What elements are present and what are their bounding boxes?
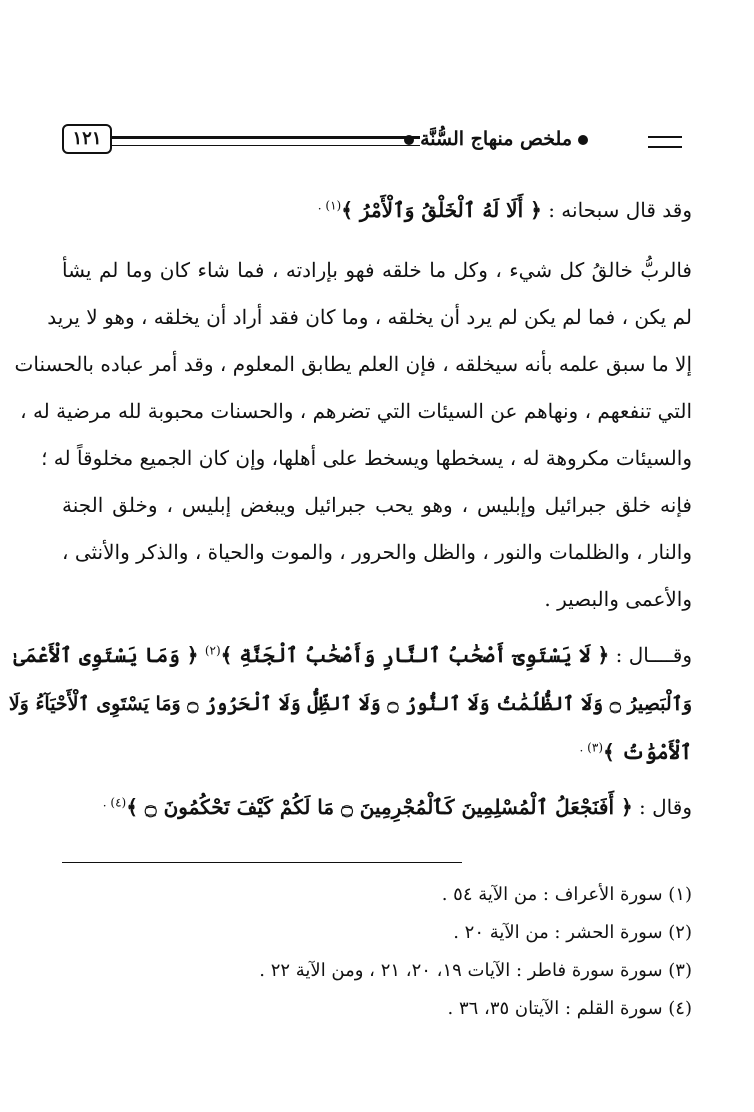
quran-verse: ﴿ أَفَنَجْعَلُ ٱلْمُسْلِمِينَ كَٱلْمُجْرِمِينَ ۝ مَا لَكُمْ كَيْفَ تَحْكُمُونَ ۝ ﴾	[126, 795, 633, 819]
text-line-3: لم يكن ، فما لم يكن لم يرد أن يخلقه ، وما كان فقد أراد أن يخلقه ، وهو لا يريد	[47, 305, 692, 329]
text-line-12	[62, 740, 692, 764]
quran-verse: ٱلْأَمْوَٰتُ ﴾	[603, 740, 692, 764]
text-line-7: فإنه خلق جبرائيل وإبليس ، وهو يحب جبرائيل ويبغض إبليس ، وخلق الجنة	[62, 493, 692, 517]
text-line-5: التي تنفعهم ، ونهاهم عن السيئات التي تضرهم ، والحسنات محبوبة لله مرضية له ،	[20, 399, 692, 423]
text-line-8: والنار ، والظلمات والنور ، والظل والحرور ، والموت والحياة ، والذكر والأنثى ،	[62, 540, 692, 564]
text-line-2: فالربُّ خالقُ كل شيء ، وكل ما خلقه فهو بإرادته ، فما شاء كان وما لم يشأ	[62, 258, 692, 282]
footnote-4: (٤) سورة القلم : الآيتان ٣٥، ٣٦ .	[447, 998, 692, 1019]
text-line-6: والسيئات مكروهة له ، يسخطها ويسخط على أهلها، وإن كان الجميع مخلوقاً له ؛	[41, 446, 692, 470]
footnote-ref: (١) .	[317, 198, 342, 213]
quran-verse: ﴿ أَلَا لَهُ ٱلْخَلْقُ وَٱلْأَمْرُ ﴾	[341, 198, 542, 222]
footnote-1: (١) سورة الأعراف : من الآية ٥٤ .	[441, 884, 692, 905]
footnote-separator	[62, 862, 462, 863]
text-line-4: إلا ما سبق علمه بأنه سيخلقه ، فإن العلم يطابق المعلوم ، وقد أمر عباده بالحسنات	[14, 352, 692, 376]
running-header	[62, 126, 682, 156]
text-line-9: والأعمى والبصير .	[544, 587, 692, 611]
text-line-11: وَٱلْبَصِيرُ ۝ وَلَا ٱلظُّلُمَٰتُ وَلَا ٱلنُّورُ ۝ وَلَا ٱلظِّلُّ وَلَا ٱلْحَرُورُ ۝ وَمَا يَسْتَوِى ٱلْأَحْيَآءُ وَلَا	[8, 693, 692, 715]
quran-verse: ﴿ لَا يَسْتَوِىٓ أَصْحَٰبُ ٱلنَّارِ وَأَصْحَٰبُ ٱلْجَنَّةِ ﴾	[220, 643, 610, 667]
header-rule	[110, 136, 420, 146]
footnote-3: (٣) سورة سورة فاطر : الآيات ١٩، ٢٠، ٢١ ، ومن الآية ٢٢ .	[259, 960, 692, 981]
text-line-1: وقد قال سبحانه : ﴿ أَلَا لَهُ ٱلْخَلْقُ وَٱلْأَمْرُ ﴾$^{(١) .}$	[317, 198, 692, 222]
page-number: ١٢١	[62, 124, 112, 154]
text-line-10: وقــــال : ﴿ لَا يَسْتَوِىٓ أَصْحَٰبُ ٱلنَّارِ وَأَصْحَٰبُ ٱلْجَنَّةِ ﴾$^{(٢)}$ ﴿ وَمَا يَسْتَوِى ٱلْأَعْمَىٰ	[13, 643, 692, 667]
footnote-ref: (٣) .	[579, 740, 603, 755]
text-line-13: وقال : ﴿ أَفَنَجْعَلُ ٱلْمُسْلِمِينَ كَٱلْمُجْرِمِينَ ۝ مَا لَكُمْ كَيْفَ تَحْكُمُونَ ۝ ﴾$^{(٤) .}$	[102, 795, 692, 819]
bullet-icon	[578, 135, 588, 145]
quran-verse: ﴿ وَمَا يَسْتَوِى ٱلْأَعْمَىٰ	[13, 643, 199, 667]
header-ornament-right	[648, 136, 682, 148]
header-title: ملخص منهاج السُّنَّة	[420, 128, 572, 150]
footnote-ref: (٤) .	[102, 795, 127, 810]
header-title-wrap	[398, 128, 594, 150]
footnote-2: (٢) سورة الحشر : من الآية ٢٠ .	[453, 922, 692, 943]
footnote-ref: (٢)	[204, 643, 221, 658]
